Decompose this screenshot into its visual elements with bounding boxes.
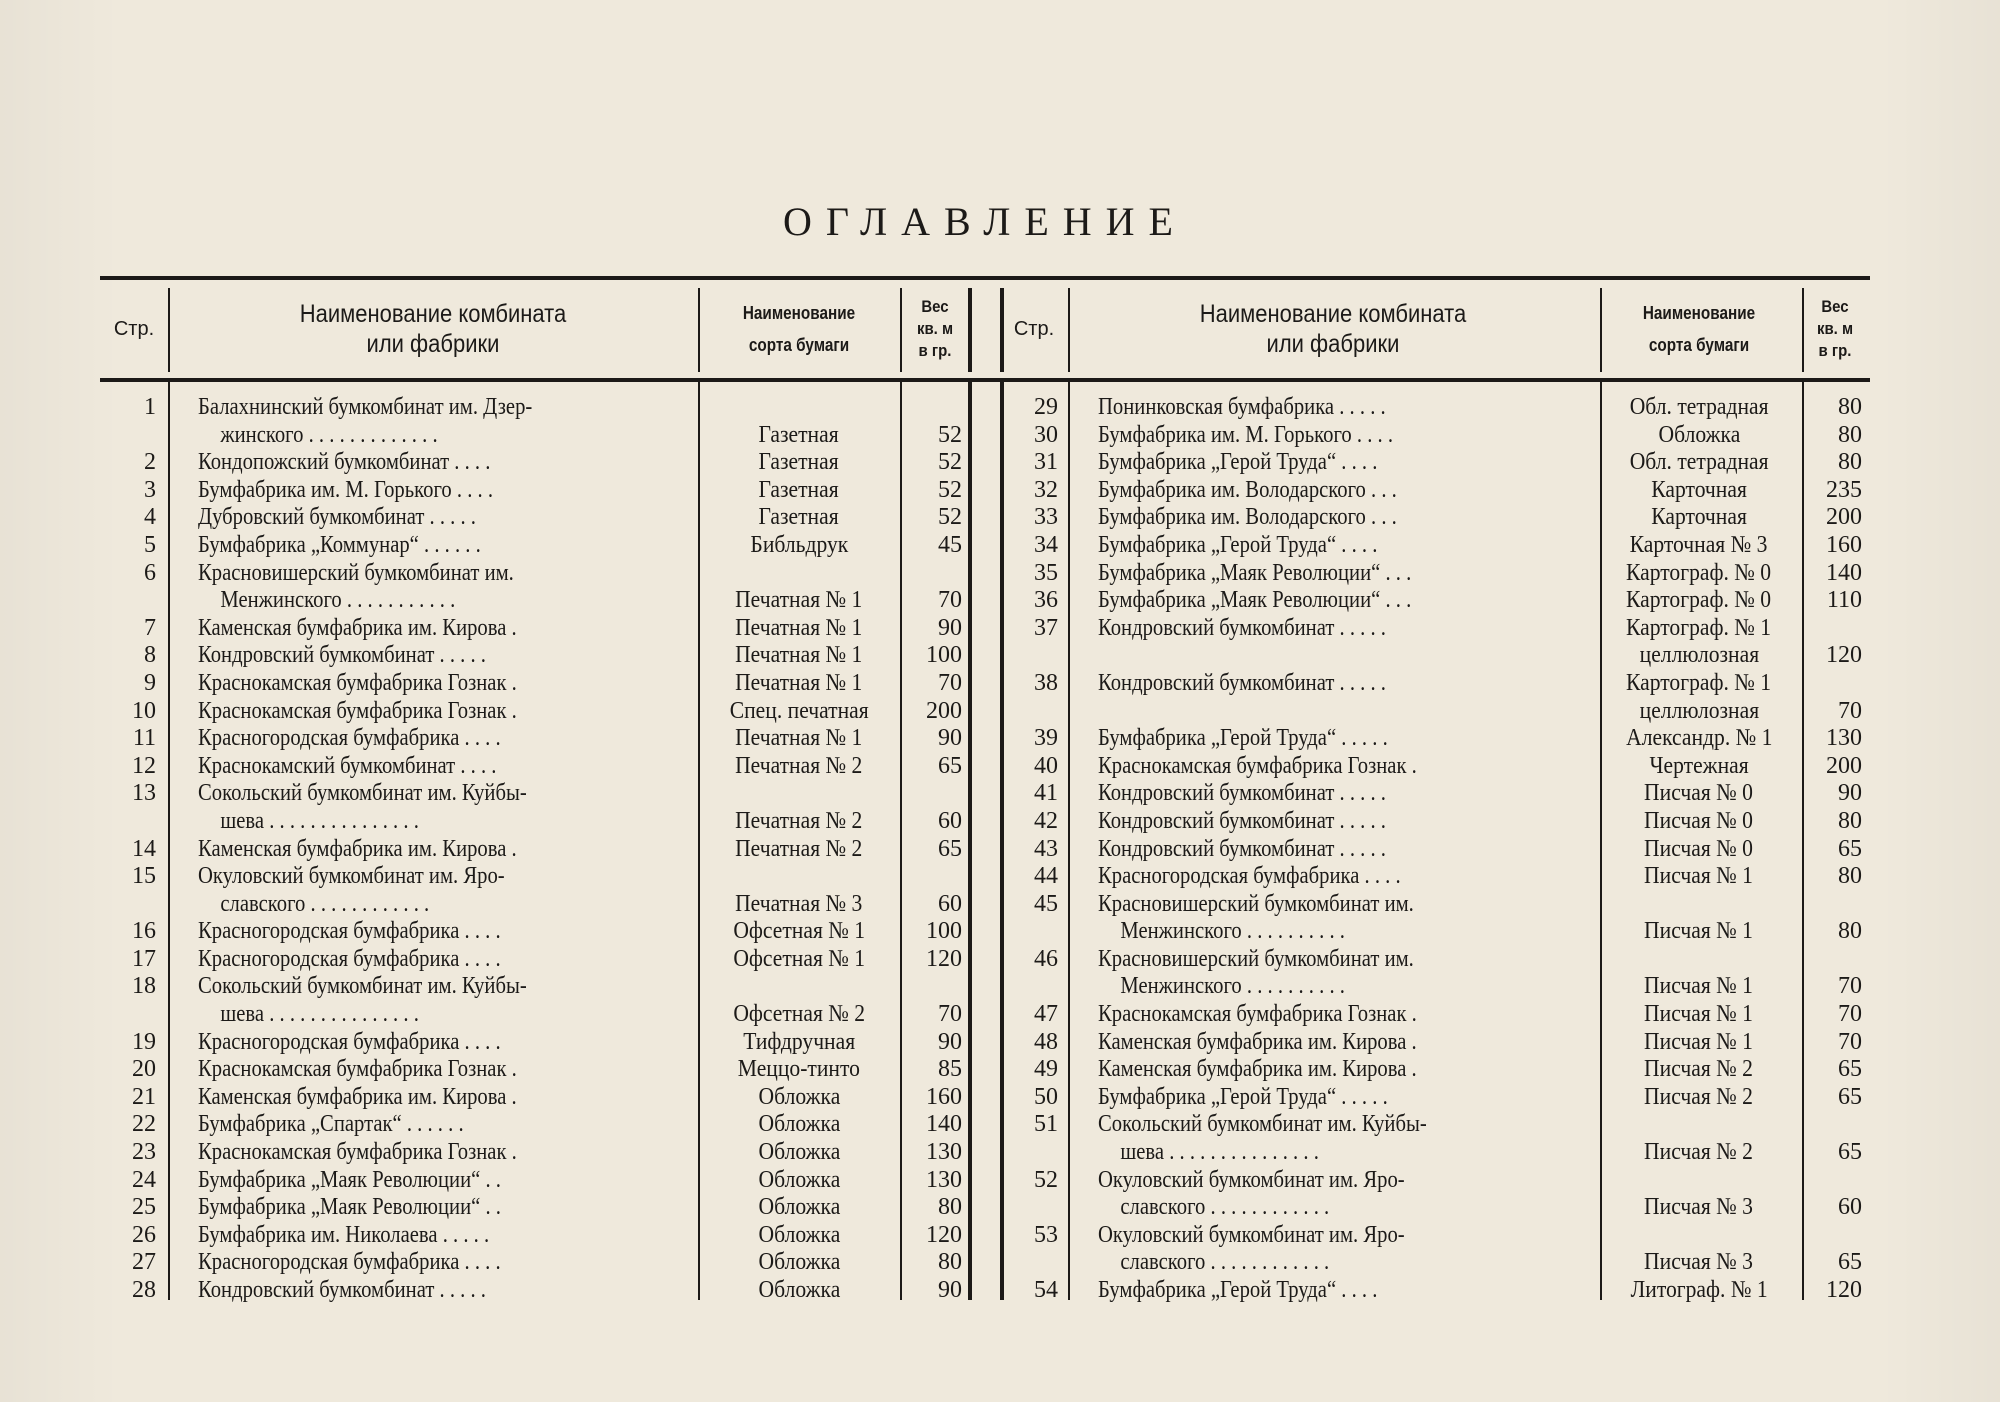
paper-weight: 60 [1838,1194,1862,1221]
page-number: 42 [1034,807,1058,834]
toc-row [1000,1001,1870,1029]
toc-row [100,725,972,753]
toc-row [100,918,972,946]
paper-sort: Печатная № 2 [735,835,863,862]
toc-row [100,1194,972,1222]
page-number: 47 [1034,1001,1058,1028]
paper-sort: Картограф. № 1 целлюлозная [1626,614,1772,669]
paper-weight: 80 [1838,394,1862,420]
toc-row [100,698,972,726]
paper-sort: Обложка [758,1139,840,1166]
page-number: 29 [1034,394,1058,420]
toc-rows-left [100,394,972,1305]
toc-row [1000,863,1870,891]
mill-name: Краснокамская бумфабрика Гознак . [198,1056,517,1083]
page-number: 6 [144,559,156,586]
toc-row [1000,891,1870,946]
toc-row [100,1056,972,1084]
mill-name: Красновишерский бумкомбинат им. Менжинского . . . . . . . . . . [1098,945,1414,1000]
page-number: 28 [132,1277,156,1303]
mill-name: Бумфабрика „Спартак“ . . . . . . [198,1111,464,1138]
paper-sort: Карточная [1651,504,1747,531]
page-number: 39 [1034,725,1058,752]
paper-sort: Писчая № 2 [1644,1139,1754,1166]
paper-weight: 140 [1826,559,1862,586]
toc-row [100,449,972,477]
page-number: 38 [1034,669,1058,696]
paper-sort: Обложка [758,1194,840,1221]
mill-name: Красногородская бумфабрика . . . . [198,918,501,945]
paper-weight: 90 [938,1028,962,1055]
page-number: 37 [1034,614,1058,641]
mill-name: Бумфабрика им. Володарского . . . [1098,504,1397,531]
paper-sort: Обложка [1658,421,1740,448]
paper-weight: 90 [938,1277,962,1303]
page-number: 15 [132,863,156,890]
mill-name: Бумфабрика им. Володарского . . . [1098,476,1397,503]
toc-row [100,504,972,532]
page-number: 43 [1034,835,1058,862]
toc-row [100,1167,972,1195]
paper-sort: Обложка [758,1277,840,1303]
paper-weight: 80 [1838,449,1862,476]
paper-weight: 70 [1838,697,1862,724]
paper-weight: 200 [926,697,962,724]
toc-row [100,1222,972,1250]
page-number: 19 [132,1028,156,1055]
paper-weight: 80 [1838,918,1862,945]
mill-name: Бумфабрика „Маяк Революции“ . . . [1098,559,1412,586]
mill-name: Дубровский бумкомбинат . . . . . [198,504,476,531]
paper-sort: Библьдрук [750,531,848,558]
paper-sort: Обл. тетрадная [1629,394,1769,420]
toc-row [1000,670,1870,725]
mill-name: Каменская бумфабрика им. Кирова . [1098,1056,1417,1083]
mill-name: Окуловский бумкомбинат им. Яро- славского . . . . . . . . . . . . [198,863,505,917]
toc-row [1000,477,1870,505]
page-number: 52 [1034,1166,1058,1193]
page-number: 27 [132,1249,156,1276]
toc-row [100,560,972,615]
mill-name: Окуловский бумкомбинат им. Яро- славского . . . . . . . . . . . . [1098,1166,1405,1221]
page-number: 49 [1034,1056,1058,1083]
paper-weight: 70 [1838,973,1862,1000]
paper-sort: Печатная № 1 [735,642,863,669]
page-number: 20 [132,1056,156,1083]
paper-sort: Печатная № 1 [735,725,863,752]
page-number: 11 [132,725,156,752]
page-number: 50 [1034,1083,1058,1110]
page-number: 3 [144,476,156,503]
mill-name: Кондровский бумкомбинат . . . . . [1098,669,1386,696]
mill-name: Краснокамская бумфабрика Гознак . [198,669,517,696]
mill-name: Каменская бумфабрика им. Кирова . [198,1083,517,1110]
mill-name: Каменская бумфабрика им. Кирова . [198,835,517,862]
page-number: 35 [1034,559,1058,586]
toc-row [100,973,972,1028]
mill-name: Краснокамский бумкомбинат . . . . [198,752,497,779]
page-number: 44 [1034,863,1058,890]
page-title: ОГЛАВЛЕНИЕ [783,199,1187,244]
toc-table-left [100,280,972,1310]
mill-name: Сокольский бумкомбинат им. Куйбы- шева . . . . . . . . . . . . . . . [198,973,527,1028]
paper-sort: Обложка [758,1166,840,1193]
paper-sort: Обложка [758,1249,840,1276]
toc-row [1000,1277,1870,1305]
paper-weight: 65 [938,835,962,862]
paper-sort: Писчая № 1 [1644,863,1754,890]
paper-weight: 200 [1826,752,1862,779]
mill-name: Кондровский бумкомбинат . . . . . [198,642,486,669]
paper-sort: Спец. печатная [729,697,869,724]
toc-row [100,642,972,670]
page-number: 34 [1034,531,1058,558]
paper-sort: Газетная [758,421,840,448]
paper-weight: 120 [926,945,962,972]
paper-sort: Картограф. № 0 [1626,559,1772,586]
paper-weight: 110 [1826,587,1862,614]
page-number: 31 [1034,449,1058,476]
paper-sort: Офсетная № 1 [733,918,865,945]
toc-row [1000,449,1870,477]
paper-weight: 85 [938,1056,962,1083]
mill-name: Сокольский бумкомбинат им. Куйбы- шева . . . . . . . . . . . . . . . [1098,1111,1427,1166]
mill-name: Кондровский бумкомбинат . . . . . [198,1277,486,1303]
paper-weight: 65 [1838,1139,1862,1166]
paper-sort: Газетная [758,449,840,476]
mill-name: Бумфабрика „Герой Труда“ . . . . [1098,449,1378,476]
paper-weight: 65 [938,752,962,779]
paper-sort: Писчая № 3 [1644,1249,1754,1276]
mill-name: Краснокамская бумфабрика Гознак . [1098,1001,1417,1028]
mill-name: Кондровский бумкомбинат . . . . . [1098,835,1386,862]
toc-row [1000,808,1870,836]
mill-name: Кондопожский бумкомбинат . . . . [198,449,491,476]
column-divider [1068,288,1070,372]
page-number: 7 [144,614,156,641]
toc-row [1000,753,1870,781]
paper-weight: 45 [938,531,962,558]
paper-weight: 70 [938,1001,962,1028]
paper-sort: Писчая № 1 [1644,973,1754,1000]
page-number: 40 [1034,752,1058,779]
page-number: 32 [1034,476,1058,503]
paper-weight: 65 [1838,1249,1862,1276]
paper-sort: Писчая № 3 [1644,1194,1754,1221]
mill-name: Каменская бумфабрика им. Кирова . [198,614,517,641]
paper-sort: Офсетная № 1 [733,945,865,972]
mill-name: Бумфабрика им. М. Горького . . . . [198,476,494,503]
page-number: 24 [132,1166,156,1193]
paper-weight: 80 [1838,807,1862,834]
paper-weight: 160 [1826,531,1862,558]
paper-weight: 52 [938,476,962,503]
paper-weight: 52 [938,504,962,531]
half-divider [968,288,972,372]
paper-weight: 130 [926,1166,962,1193]
paper-weight: 160 [926,1083,962,1110]
header-sort: Наименование сорта бумаги [742,303,856,355]
page-number: 26 [132,1221,156,1248]
paper-sort: Обложка [758,1111,840,1138]
mill-name: Красногородская бумфабрика . . . . [198,1249,501,1276]
toc-table-right [1000,280,1870,1310]
toc-row [100,532,972,560]
page-number: 10 [132,697,156,724]
mill-name: Краснокамская бумфабрика Гознак . [198,1139,517,1166]
mill-name: Понинковская бумфабрика . . . . . [1098,394,1386,420]
mill-name: Бумфабрика „Коммунар“ . . . . . . [198,531,481,558]
paper-weight: 60 [938,890,962,917]
paper-sort: Писчая № 0 [1644,807,1754,834]
page-number: 17 [132,945,156,972]
paper-weight: 130 [926,1139,962,1166]
mill-name: Бумфабрика „Герой Труда“ . . . . [1098,531,1378,558]
toc-row [1000,1222,1870,1277]
toc-row [1000,532,1870,560]
page-number: 23 [132,1139,156,1166]
paper-sort: Писчая № 1 [1644,1028,1754,1055]
paper-sort: Картограф. № 0 [1626,587,1772,614]
header-mill: Наименование комбината или фабрики [299,300,567,358]
mill-name: Окуловский бумкомбинат им. Яро- славского . . . . . . . . . . . . [1098,1221,1405,1276]
header-page: Стр. [113,317,155,340]
paper-sort: Печатная № 1 [735,669,863,696]
paper-weight: 65 [1838,1083,1862,1110]
paper-weight: 70 [1838,1028,1862,1055]
paper-weight: 80 [938,1194,962,1221]
paper-weight: 90 [938,614,962,641]
paper-weight: 70 [938,587,962,614]
page-number: 14 [132,835,156,862]
paper-sort: Писчая № 2 [1644,1083,1754,1110]
toc-row [1000,394,1870,422]
mill-name: Каменская бумфабрика им. Кирова . [1098,1028,1417,1055]
toc-row [100,836,972,864]
paper-sort: Тифдручная [743,1028,855,1055]
paper-sort: Меццо-тинто [737,1056,861,1083]
mill-name: Кондровский бумкомбинат . . . . . [1098,614,1386,641]
toc-row [100,753,972,781]
page-number: 1 [144,394,156,420]
paper-sort: Писчая № 0 [1644,780,1754,807]
paper-sort: Печатная № 3 [735,890,863,917]
page-number: 13 [132,780,156,807]
paper-sort: Печатная № 2 [735,807,863,834]
toc-row [100,1277,972,1305]
paper-sort: Печатная № 1 [735,614,863,641]
paper-weight: 120 [1826,642,1862,669]
toc-rows-right [1000,394,1870,1305]
page-number: 41 [1034,780,1058,807]
paper-weight: 60 [938,807,962,834]
mill-name: Красногородская бумфабрика . . . . [1098,863,1401,890]
toc-row [1000,560,1870,588]
paper-sort: Литограф. № 1 [1630,1277,1768,1303]
toc-row [100,477,972,505]
paper-sort: Писчая № 1 [1644,918,1754,945]
mill-name: Сокольский бумкомбинат им. Куйбы- шева . . . . . . . . . . . . . . . [198,780,527,834]
column-divider [1600,288,1602,372]
paper-sort: Газетная [758,476,840,503]
page-number: 12 [132,752,156,779]
paper-sort: Карточная [1651,476,1747,503]
mill-name: Краснокамская бумфабрика Гознак . [198,697,517,724]
mill-name: Кондровский бумкомбинат . . . . . [1098,807,1386,834]
toc-row [100,394,972,449]
toc-row [1000,1084,1870,1112]
page-number: 36 [1034,587,1058,614]
paper-weight: 200 [1826,504,1862,531]
paper-weight: 65 [1838,1056,1862,1083]
toc-row [1000,422,1870,450]
toc-row [1000,725,1870,753]
page-number: 53 [1034,1221,1058,1248]
page-number: 46 [1034,945,1058,972]
column-divider [168,288,170,372]
paper-sort: Писчая № 2 [1644,1056,1754,1083]
paper-sort: Обложка [758,1083,840,1110]
page-number: 2 [144,449,156,476]
paper-sort: Карточная № 3 [1630,531,1768,558]
paper-weight: 90 [938,725,962,752]
paper-sort: Газетная [758,504,840,531]
column-divider [1802,288,1804,372]
paper-weight: 120 [926,1221,962,1248]
page-number: 30 [1034,421,1058,448]
paper-weight: 130 [1826,725,1862,752]
toc-row [100,1084,972,1112]
paper-weight: 80 [1838,863,1862,890]
header-weight: Вес кв. м в гр. [1816,297,1854,360]
toc-row [1000,1056,1870,1084]
paper-sort: Печатная № 1 [735,587,863,614]
toc-row [100,1139,972,1167]
paper-weight: 52 [938,421,962,448]
toc-row [1000,587,1870,615]
page-number: 9 [144,669,156,696]
column-divider [900,288,902,372]
toc-row [1000,946,1870,1001]
paper-weight: 100 [926,642,962,669]
toc-row [100,863,972,918]
toc-row [1000,1029,1870,1057]
header-page: Стр. [1013,317,1055,340]
toc-row [1000,615,1870,670]
toc-row [1000,504,1870,532]
page-number: 51 [1034,1111,1058,1138]
header-mill: Наименование комбината или фабрики [1199,300,1467,358]
page-number: 33 [1034,504,1058,531]
page-number: 5 [144,531,156,558]
toc-row [1000,1111,1870,1166]
mill-name: Бумфабрика им. Николаева . . . . . [198,1221,490,1248]
toc-row [100,1029,972,1057]
mill-name: Красногородская бумфабрика . . . . [198,1028,501,1055]
mill-name: Красновишерский бумкомбинат им. Менжинского . . . . . . . . . . [1098,890,1414,945]
page-number: 4 [144,504,156,531]
mill-name: Кондровский бумкомбинат . . . . . [1098,780,1386,807]
toc-row [1000,780,1870,808]
paper-weight: 120 [1826,1277,1862,1303]
paper-sort: Офсетная № 2 [733,1001,865,1028]
mill-name: Красногородская бумфабрика . . . . [198,725,501,752]
mill-name: Бумфабрика им. М. Горького . . . . [1098,421,1394,448]
paper-weight: 100 [926,918,962,945]
toc-row [1000,1167,1870,1222]
page-number: 22 [132,1111,156,1138]
paper-sort: Печатная № 2 [735,752,863,779]
toc-row [100,1111,972,1139]
paper-weight: 140 [926,1111,962,1138]
toc-row [100,1249,972,1277]
mill-name: Бумфабрика „Маяк Революции“ . . . [1098,587,1412,614]
paper-weight: 65 [1838,835,1862,862]
toc-row [1000,836,1870,864]
toc-row [100,670,972,698]
paper-sort: Обложка [758,1221,840,1248]
mill-name: Бумфабрика „Герой Труда“ . . . . . [1098,1083,1388,1110]
paper-weight: 70 [1838,1001,1862,1028]
mill-name: Краснокамская бумфабрика Гознак . [1098,752,1417,779]
toc-row [100,615,972,643]
paper-sort: Картограф. № 1 целлюлозная [1626,669,1772,724]
paper-weight: 90 [1838,780,1862,807]
mill-name: Бумфабрика „Маяк Революции“ . . [198,1166,501,1193]
toc-row [100,946,972,974]
mill-name: Бумфабрика „Герой Труда“ . . . . [1098,1277,1378,1303]
paper-weight: 235 [1826,476,1862,503]
page-number: 45 [1034,890,1058,917]
paper-weight: 80 [938,1249,962,1276]
paper-sort: Писчая № 1 [1644,1001,1754,1028]
page-number: 18 [132,973,156,1000]
paper-weight: 52 [938,449,962,476]
page-number: 54 [1034,1277,1058,1303]
mill-name: Балахнинский бумкомбинат им. Дзер- жинского . . . . . . . . . . . . . [198,394,533,448]
page-number: 48 [1034,1028,1058,1055]
paper-sort: Чертежная [1649,752,1749,779]
page-number: 16 [132,918,156,945]
mill-name: Красновишерский бумкомбинат им. Менжинского . . . . . . . . . . . [198,559,514,614]
mill-name: Бумфабрика „Маяк Революции“ . . [198,1194,501,1221]
paper-sort: Обл. тетрадная [1629,449,1769,476]
mill-name: Красногородская бумфабрика . . . . [198,945,501,972]
column-divider [698,288,700,372]
paper-sort: Писчая № 0 [1644,835,1754,862]
page-number: 21 [132,1083,156,1110]
paper-weight: 80 [1838,421,1862,448]
paper-weight: 70 [938,669,962,696]
toc-row [100,780,972,835]
header-weight: Вес кв. м в гр. [916,297,954,360]
header-sort: Наименование сорта бумаги [1642,303,1756,355]
mill-name: Бумфабрика „Герой Труда“ . . . . . [1098,725,1388,752]
page-number: 8 [144,642,156,669]
paper-sort: Александр. № 1 [1625,725,1773,752]
page-number: 25 [132,1194,156,1221]
